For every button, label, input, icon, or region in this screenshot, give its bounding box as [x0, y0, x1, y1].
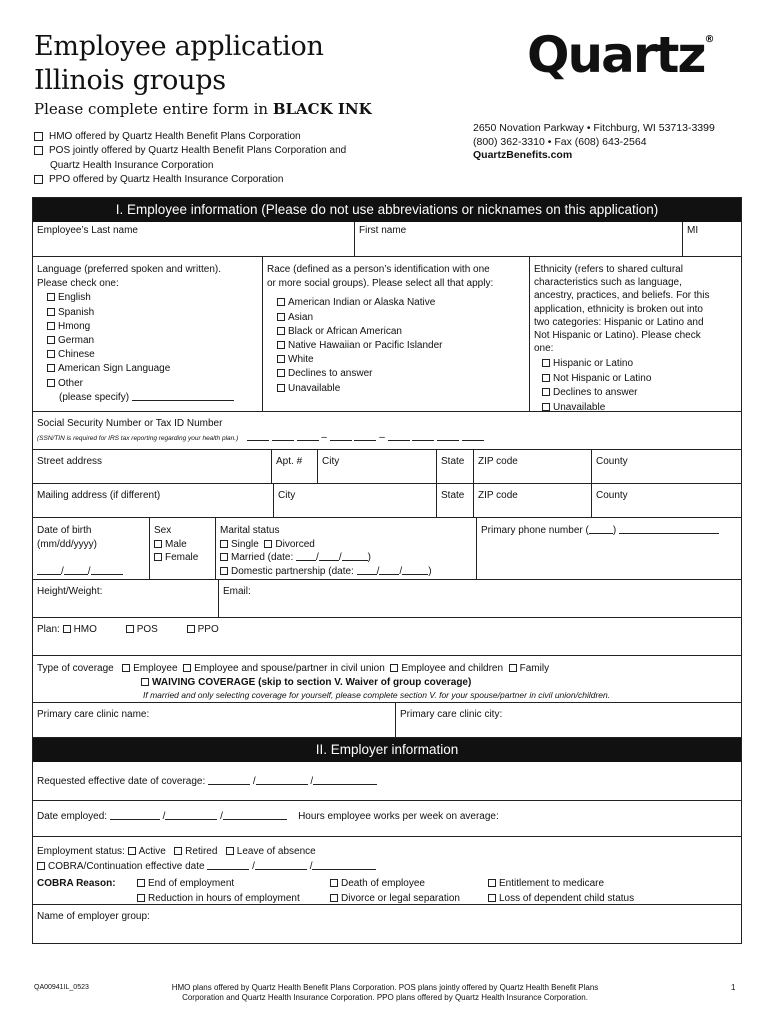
area-code-input[interactable]: [589, 525, 613, 534]
checkbox[interactable]: [488, 879, 496, 887]
option-label: Black or African American: [288, 325, 402, 337]
footer-line: Corporation and Quartz Health Insurance Corporation. PPO plans offered by Quartz Health Insurance Corporation.: [182, 993, 588, 1002]
ssn-note: (SSN/TIN is required for IRS tax reporting regarding your health plan.): [37, 435, 239, 442]
checkbox[interactable]: [128, 847, 136, 855]
date-employed-field[interactable]: Date employed: / / Hours employee works per week on average:: [37, 811, 499, 822]
mailing-county-field[interactable]: [591, 484, 741, 517]
dob-day[interactable]: [64, 566, 88, 575]
reason-option[interactable]: [137, 892, 330, 907]
ssn-digit[interactable]: [330, 432, 352, 441]
option-label: Active: [138, 846, 166, 857]
date-input[interactable]: [357, 566, 377, 575]
option-label: Declines to answer: [288, 368, 373, 380]
employer-group-label: Name of employer group:: [37, 911, 150, 922]
option-label: Unavailable: [553, 401, 606, 413]
plan-selection: [33, 618, 741, 655]
checkbox[interactable]: [488, 894, 496, 902]
employer-group-field[interactable]: [33, 905, 741, 943]
coverage-option-children[interactable]: [390, 663, 503, 674]
plan-pos-label: POS jointly offered by Quartz Health Benefit Plans Corporation and: [49, 145, 347, 157]
ssn-label: Social Security Number or Tax ID Number: [37, 418, 223, 429]
checkbox[interactable]: [34, 146, 43, 155]
date-input[interactable]: [255, 861, 307, 870]
option-label: Leave of absence: [236, 846, 316, 857]
race-instruction: or more social groups). Please select all that apply:: [267, 278, 494, 290]
website-link[interactable]: QuartzBenefits.com: [473, 149, 573, 161]
ethnicity-option[interactable]: [542, 357, 737, 371]
status-option-retired[interactable]: [174, 846, 217, 857]
clinic-row: [33, 703, 741, 738]
phone-label: Primary phone number (: [481, 525, 589, 536]
plan-options: [34, 130, 346, 188]
plan-option-ppo[interactable]: [187, 624, 219, 635]
checkbox[interactable]: [509, 664, 517, 672]
reason-option[interactable]: [488, 892, 634, 907]
city-field[interactable]: [317, 450, 436, 483]
sex-field: [149, 518, 215, 579]
date-input[interactable]: [319, 552, 339, 561]
marital-option-single[interactable]: [220, 539, 259, 550]
dob-format: (mm/dd/yyyy): [37, 538, 97, 550]
marital-option-domestic[interactable]: Domestic partnership (date: / / ): [220, 565, 472, 579]
effective-date-field[interactable]: Requested effective date of coverage: / /: [33, 762, 741, 800]
checkbox[interactable]: [390, 664, 398, 672]
footer-disclaimer: [110, 983, 660, 1003]
page-title: [34, 30, 324, 98]
option-label: WAIVING COVERAGE (skip to section V. Waiver of group coverage): [152, 677, 472, 688]
plan-hmo-label: HMO offered by Quartz Health Benefit Plans Corporation: [49, 131, 301, 142]
specify-input[interactable]: [132, 392, 234, 401]
race-option[interactable]: [277, 367, 525, 381]
date-input[interactable]: [313, 776, 377, 785]
option-label: Employee: [133, 663, 178, 674]
state-label: State: [441, 456, 465, 467]
option-label: Asian: [288, 311, 314, 323]
option-label: Reduction in hours of employment: [148, 892, 300, 904]
option-label: End of employment: [148, 878, 235, 889]
language-option[interactable]: [47, 348, 258, 362]
checkbox[interactable]: [47, 379, 55, 387]
race-option[interactable]: [277, 382, 525, 396]
ssn-digit[interactable]: [462, 432, 484, 441]
option-label: Death of employee: [341, 878, 425, 889]
option-label: Divorce or legal separation: [341, 892, 460, 904]
status-option-leave[interactable]: [226, 846, 316, 857]
section-1-header: I. Employee information (Please do not use abbreviations or nicknames on this application): [33, 198, 741, 222]
option-label: Hmong: [58, 320, 91, 332]
checkbox[interactable]: [47, 293, 55, 301]
ethnicity-cell: [529, 257, 741, 411]
state-label: State: [441, 490, 465, 501]
last-name-label: Employee’s Last name: [37, 225, 138, 236]
form-code: QA00941IL_0523: [34, 984, 89, 991]
checkbox[interactable]: [63, 625, 71, 633]
option-label: Unavailable: [288, 382, 341, 394]
language-instruction: Please check one:: [37, 278, 119, 290]
checkbox[interactable]: [277, 298, 285, 306]
race-option[interactable]: [277, 353, 525, 367]
mailing-city-field[interactable]: [273, 484, 436, 517]
marital-option-divorced[interactable]: [264, 539, 314, 550]
title-line-2: Illinois groups: [34, 65, 226, 96]
quartz-logo: [527, 26, 715, 84]
date-input[interactable]: [402, 566, 428, 575]
option-label: POS: [136, 624, 158, 635]
coverage-note: If married and only selecting coverage for yourself, please complete section V. for your spouse/partner in civil union/children.: [143, 690, 611, 700]
clinic-city-label: Primary care clinic city:: [400, 709, 503, 720]
checkbox[interactable]: [34, 132, 43, 141]
checkbox[interactable]: [220, 567, 228, 575]
dob-field[interactable]: Date of birth (mm/dd/yyyy) / /: [33, 518, 149, 579]
logo-text: Quartz: [527, 26, 705, 84]
option-label: Chinese: [58, 349, 95, 361]
cobra-date-label: COBRA/Continuation effective date: [48, 860, 205, 872]
checkbox[interactable]: [542, 403, 550, 411]
employment-status: [33, 837, 741, 904]
sex-option-male[interactable]: [154, 538, 211, 552]
checkbox[interactable]: [47, 364, 55, 372]
coverage-label: Type of coverage: [37, 663, 114, 674]
ssn-digit[interactable]: [388, 432, 410, 441]
option-label: Male: [165, 538, 187, 550]
dob-year[interactable]: [91, 566, 123, 575]
ethnicity-text: Ethnicity (refers to shared cultural: [534, 264, 683, 275]
ethnicity-options: [534, 357, 737, 415]
clinic-name-field[interactable]: [33, 703, 395, 737]
county-label: County: [596, 490, 628, 501]
date-input[interactable]: [379, 566, 399, 575]
option-label: Hispanic or Latino: [553, 358, 634, 370]
option-label: White: [288, 354, 314, 366]
city-label: City: [322, 456, 340, 467]
checkbox[interactable]: [226, 847, 234, 855]
zip-label: ZIP code: [478, 490, 518, 501]
date-input[interactable]: [223, 811, 287, 820]
phone-input[interactable]: [619, 525, 719, 534]
option-label: Retired: [185, 846, 218, 857]
mailing-field[interactable]: [33, 484, 273, 517]
option-label: Loss of dependent child status: [499, 892, 635, 904]
page-number: 1: [731, 983, 736, 992]
race-option[interactable]: [277, 311, 525, 325]
county-label: County: [596, 456, 628, 467]
date-input[interactable]: [256, 776, 308, 785]
race-options: [267, 296, 525, 395]
personal-row: [33, 518, 741, 580]
name-row: [33, 222, 741, 257]
demographics-row: [33, 257, 741, 412]
option-label: Other: [58, 377, 84, 389]
ethnicity-text: two categories: Hispanic or Latino and: [534, 316, 704, 328]
date-input[interactable]: [342, 552, 368, 561]
coverage-selection: [33, 656, 741, 702]
checkbox[interactable]: [154, 540, 162, 548]
race-label: Race (defined as a person’s identification with one: [267, 264, 490, 275]
plan-option-hmo[interactable]: [63, 624, 97, 635]
option-label: Family: [519, 663, 550, 674]
employer-group-row: [33, 905, 741, 943]
status-option-active[interactable]: [128, 846, 166, 857]
race-option[interactable]: [277, 325, 525, 339]
cobra-reason-label: COBRA Reason:: [37, 878, 116, 889]
title-line-1: Employee application: [34, 31, 324, 62]
plan-row: [33, 618, 741, 656]
race-cell: [262, 257, 529, 411]
date-input[interactable]: [296, 552, 316, 561]
please-specify-label: (please specify): [59, 391, 130, 403]
reason-option[interactable]: [488, 877, 634, 892]
ethnicity-option[interactable]: [542, 372, 737, 386]
date-employed-label: Date employed:: [37, 811, 108, 822]
option-label: American Sign Language: [58, 363, 171, 375]
option-label: Domestic partnership (date:: [231, 565, 354, 577]
checkbox[interactable]: [47, 308, 55, 316]
dob-month[interactable]: [37, 566, 61, 575]
email-label: Email:: [223, 586, 251, 597]
checkbox[interactable]: [137, 894, 145, 902]
hours-label: Hours employee works per week on average:: [298, 811, 499, 822]
option-label: PPO: [197, 624, 219, 635]
language-options: [37, 291, 258, 405]
ssn-digit[interactable]: [354, 432, 376, 441]
checkbox[interactable]: [137, 879, 145, 887]
ssn-field[interactable]: Social Security Number or Tax ID Number (SSN/TIN is required for IRS tax reporting regarding your health plan.) – –: [33, 412, 741, 449]
coverage-option-employee[interactable]: [122, 663, 177, 674]
ethnicity-text: one:: [534, 343, 554, 355]
application-form: [32, 197, 742, 944]
mailing-row: [33, 484, 741, 518]
apt-label: Apt. #: [276, 456, 303, 467]
ethnicity-option[interactable]: [542, 386, 737, 400]
subtitle: [34, 100, 372, 118]
height-email-row: [33, 580, 741, 618]
language-option[interactable]: [47, 377, 258, 391]
mi-label: MI: [687, 225, 699, 236]
street-field[interactable]: [33, 450, 271, 483]
option-label: Not Hispanic or Latino: [553, 372, 652, 384]
street-row: [33, 450, 741, 484]
mailing-zip-field[interactable]: [473, 484, 591, 517]
zip-label: ZIP code: [478, 456, 518, 467]
phone-field[interactable]: Primary phone number ( ): [476, 518, 741, 579]
marital-field: [215, 518, 476, 579]
checkbox[interactable]: [277, 369, 285, 377]
language-option[interactable]: [47, 291, 258, 305]
checkbox[interactable]: [220, 553, 228, 561]
first-name-field[interactable]: [354, 222, 682, 256]
apt-field[interactable]: [271, 450, 317, 483]
ethnicity-text: application, ethnicity is broken out into: [534, 303, 703, 315]
date-input[interactable]: [165, 811, 217, 820]
checkbox[interactable]: [277, 355, 285, 363]
contact-address: [473, 122, 715, 163]
coverage-option-family[interactable]: [509, 663, 549, 674]
mailing-label: Mailing address (if different): [37, 490, 161, 501]
date-input[interactable]: [312, 861, 376, 870]
option-label: Native Hawaiian or Pacific Islander: [288, 340, 443, 352]
other-specify: [47, 391, 258, 405]
plan-option-pos[interactable]: [126, 624, 158, 635]
clinic-city-field[interactable]: [395, 703, 741, 737]
ethnicity-text: characteristics such as language,: [534, 277, 682, 289]
ssn-digit[interactable]: [437, 432, 459, 441]
status-label: Employment status:: [37, 846, 125, 857]
plan-ppo-label: PPO offered by Quartz Health Insurance Corporation: [49, 174, 284, 186]
employment-date-row: [33, 801, 741, 837]
marital-option-married[interactable]: Married (date: / / ): [220, 551, 472, 565]
race-option[interactable]: [277, 339, 525, 353]
zip-field[interactable]: [473, 450, 591, 483]
option-label: German: [58, 335, 95, 347]
effective-date-label: Requested effective date of coverage:: [37, 776, 206, 787]
ssn-digit[interactable]: [297, 432, 319, 441]
checkbox[interactable]: [542, 359, 550, 367]
coverage-option-waiving[interactable]: [37, 676, 737, 690]
checkbox[interactable]: [47, 336, 55, 344]
effective-date-row: [33, 762, 741, 801]
option-label: Female: [165, 552, 199, 563]
ssn-digit[interactable]: [412, 432, 434, 441]
option-label: Employee and children: [401, 663, 504, 674]
address-line: 2650 Novation Parkway • Fitchburg, WI 53713-3399: [473, 122, 715, 134]
language-option[interactable]: [47, 320, 258, 334]
dob-label: Date of birth: [37, 525, 92, 536]
section-2-header: II. Employer information: [33, 738, 741, 762]
option-label: American Indian or Alaska Native: [288, 297, 436, 309]
checkbox[interactable]: [330, 894, 338, 902]
coverage-row: [33, 656, 741, 703]
language-option[interactable]: [47, 334, 258, 348]
checkbox[interactable]: [126, 625, 134, 633]
footer-line: HMO plans offered by Quartz Health Benefit Plans Corporation. POS plans jointly offered by Quartz Health Benefit Plans: [171, 983, 599, 992]
date-input[interactable]: [207, 861, 249, 870]
employment-status-row: [33, 837, 741, 905]
checkbox[interactable]: [277, 384, 285, 392]
plan-label: Plan:: [37, 624, 60, 635]
mi-field[interactable]: [682, 222, 741, 256]
language-option[interactable]: [47, 306, 258, 320]
checkbox[interactable]: [187, 625, 195, 633]
first-name-label: First name: [359, 225, 407, 236]
checkbox[interactable]: [141, 678, 149, 686]
option-label: Declines to answer: [553, 387, 638, 399]
checkbox[interactable]: [277, 313, 285, 321]
checkbox[interactable]: [154, 553, 162, 561]
ssn-row: [33, 412, 741, 450]
county-field[interactable]: [591, 450, 741, 483]
language-option[interactable]: [47, 362, 258, 376]
checkbox[interactable]: [47, 350, 55, 358]
ethnicity-text: Not Hispanic or Latino). Please check: [534, 330, 701, 342]
reason-option[interactable]: [330, 892, 488, 907]
subtitle-text: Please complete entire form in: [34, 100, 273, 118]
language-cell: [33, 257, 262, 411]
checkbox[interactable]: [277, 341, 285, 349]
plan-pos-label-cont: Quartz Health Insurance Corporation: [50, 159, 214, 171]
language-label: Language (preferred spoken and written).: [37, 264, 222, 275]
phone-fax-line: (800) 362-3310 • Fax (608) 643-2564: [473, 135, 647, 148]
option-label: Married (date:: [231, 552, 294, 563]
reason-option[interactable]: [137, 877, 330, 892]
ssn-digit[interactable]: [247, 432, 269, 441]
ethnicity-text: ancestry, practices, and beliefs. For this: [534, 290, 710, 302]
checkbox[interactable]: [264, 540, 272, 548]
height-weight-field[interactable]: [33, 580, 218, 617]
reason-option[interactable]: [330, 877, 488, 892]
cobra-date-field[interactable]: COBRA/Continuation effective date / /: [37, 860, 737, 875]
checkbox[interactable]: [34, 175, 43, 184]
street-label: Street address: [37, 456, 103, 467]
marital-label: Marital status: [220, 525, 280, 536]
checkbox[interactable]: [174, 847, 182, 855]
state-field[interactable]: [436, 450, 473, 483]
city-label: City: [278, 490, 296, 501]
checkbox[interactable]: [47, 322, 55, 330]
checkbox[interactable]: [220, 540, 228, 548]
clinic-name-label: Primary care clinic name:: [37, 709, 150, 720]
checkbox[interactable]: [542, 388, 550, 396]
sex-option-female[interactable]: [154, 551, 211, 565]
option-label: Divorced: [275, 538, 315, 550]
height-weight-label: Height/Weight:: [37, 586, 103, 597]
mailing-state-field[interactable]: [436, 484, 473, 517]
logo-registered-mark: ®: [704, 34, 715, 45]
option-label: Employee and spouse/partner in civil union: [194, 663, 385, 674]
option-label: Spanish: [58, 306, 95, 318]
checkbox[interactable]: [330, 879, 338, 887]
option-label: HMO: [73, 624, 97, 635]
checkbox[interactable]: [183, 664, 191, 672]
date-input[interactable]: [110, 811, 160, 820]
sex-label: Sex: [154, 525, 172, 536]
coverage-option-spouse[interactable]: [183, 663, 385, 674]
option-label: Single: [231, 538, 259, 550]
date-input[interactable]: [208, 776, 250, 785]
checkbox[interactable]: [122, 664, 130, 672]
ssn-digit[interactable]: [272, 432, 294, 441]
subtitle-bold: BLACK INK: [272, 100, 372, 118]
race-option[interactable]: [277, 296, 525, 310]
checkbox[interactable]: [542, 374, 550, 382]
email-field[interactable]: [218, 580, 741, 617]
checkbox[interactable]: [277, 327, 285, 335]
last-name-field[interactable]: [33, 222, 354, 256]
checkbox[interactable]: [37, 862, 45, 870]
option-label: Entitlement to medicare: [499, 878, 605, 889]
option-label: English: [58, 292, 91, 304]
